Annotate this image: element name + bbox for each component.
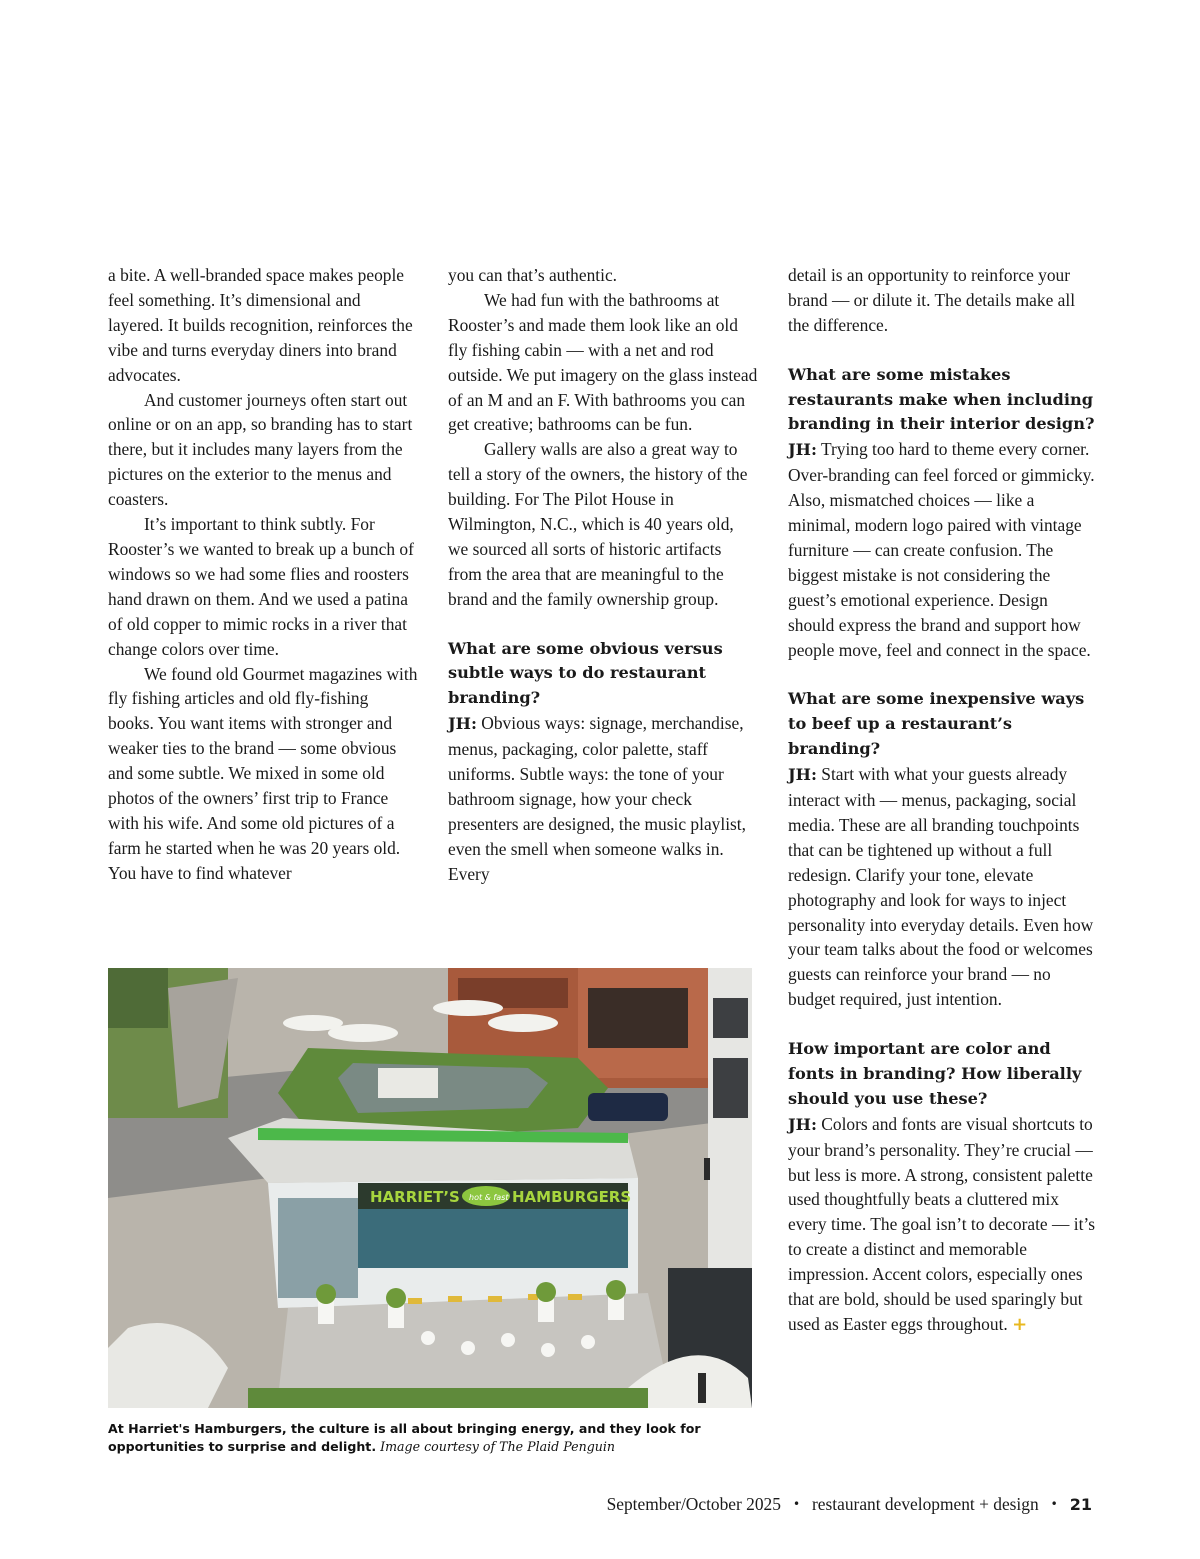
interview-question: What are some inexpensive ways to beef up a restaurant’s branding? — [788, 689, 1085, 759]
footer-bullet: • — [792, 1497, 801, 1511]
speaker-label: JH: — [788, 1114, 817, 1134]
sign-text-left: HARRIET’S — [370, 1188, 460, 1206]
interview-question: How important are color and fonts in branding? How liberally should you use these? — [788, 1039, 1082, 1108]
interview-answer — [788, 762, 1098, 1012]
photo-caption — [108, 1420, 752, 1456]
sign-text-right: HAMBURGERS — [512, 1188, 632, 1206]
answer-text: Start with what your guests already interact with — menus, packaging, social media. These are all branding touchpoints that can be tightened up without a full redesign. Clarify your tone, elevate photography and look for ways to inject personality into everyday details. Even how your team talks about the food or welcomes guests can reinforce your brand — no budget required, just intention. — [788, 764, 1094, 1010]
restaurant-photo — [108, 968, 752, 1408]
interview-question: What are some obvious versus subtle ways to do restaurant branding? — [448, 638, 723, 708]
publication-name: restaurant development + design — [812, 1494, 1039, 1514]
interview-answer — [788, 1112, 1098, 1338]
article-column-1 — [108, 263, 418, 886]
interview-question: What are some mistakes restaurants make when including branding in their interior design? — [788, 364, 1095, 434]
article-column-3 — [788, 263, 1098, 1338]
answer-text: Colors and fonts are visual shortcuts to your brand’s personality. They’re crucial — but less is more. A strong, consistent palette used thoughtfully beats a cluttered mix every time. The goal isn’t to decorate — it’s to create a distinct and memorable impression. Accent colors, especially ones that are bold, should be used sparingly but used as Easter eggs throughout. — [788, 1113, 1095, 1335]
issue-date: September/October 2025 — [606, 1494, 781, 1514]
interview-answer — [788, 437, 1098, 662]
speaker-label: JH: — [788, 440, 817, 460]
speaker-label: JH: — [448, 714, 477, 734]
end-mark-icon: + — [1012, 1314, 1028, 1336]
body-paragraph: And customer journeys often start out online or on an app, so branding has to start there, but it includes many layers from the pictures on the exterior to the menus and coasters. — [108, 389, 413, 510]
body-paragraph: We found old Gourmet magazines with fly fishing articles and old fly-fishing books. You want items with stronger and weaker ties to the brand — some obvious and some subtle. We mixed in some old photos of the owners’ first trip to France with his wife. And some old pictures of a farm he started when he was 20 years old. You have to find whatever — [108, 663, 418, 883]
sign-badge-text: hot & fast — [469, 1193, 509, 1202]
answer-text: Obvious ways: signage, merchandise, menus, packaging, color palette, staff uniforms. Subtle ways: the tone of your bathroom signage, how your check presenters are designed, the music playlist, even the smell when someone walks in. Every — [448, 713, 746, 884]
body-paragraph: detail is an opportunity to reinforce your brand — or dilute it. The details make all the difference. — [788, 265, 1076, 335]
body-paragraph: It’s important to think subtly. For Rooster’s we wanted to break up a bunch of windows so we had some flies and roosters hand drawn on them. And we used a patina of old copper to mimic rocks in a river that change colors over time. — [108, 514, 414, 659]
page-number: 21 — [1069, 1495, 1092, 1514]
caption-text: At Harriet's Hamburgers, the culture is all about bringing energy, and they look for opportunities to surprise and delight. — [108, 1421, 701, 1454]
article-column-2 — [448, 263, 758, 887]
speaker-label: JH: — [788, 765, 817, 785]
interview-answer — [448, 711, 758, 886]
page-footer — [607, 1494, 1092, 1515]
body-paragraph: We had fun with the bathrooms at Rooster’s and made them look like an old fly fishing cabin — with a net and rod outside. We put imagery on the glass instead of an M and an F. With bathrooms you can get creative; bathrooms can be fun. — [448, 289, 758, 435]
caption-credit: Image courtesy of The Plaid Penguin — [380, 1439, 616, 1454]
footer-bullet: • — [1050, 1497, 1058, 1511]
answer-text: Trying too hard to theme every corner. Over-branding can feel forced or gimmicky. Also, mismatched choices — like a minimal, modern logo paired with vintage furniture — can create confusion. The biggest mistake is not considering the guest’s emotional experience. Design should express the brand and support how people move, feel and connect in the space. — [788, 439, 1095, 660]
body-paragraph: a bite. A well-branded space makes people feel something. It’s dimensional and layered. It builds recognition, reinforces the vibe and turns everyday diners into brand advocates. — [108, 265, 413, 385]
body-paragraph: you can that’s authentic. — [448, 265, 618, 285]
restaurant-photo-illustration — [108, 968, 752, 1408]
body-paragraph: Gallery walls are also a great way to tell a story of the owners, the history of the building. For The Pilot House in Wilmington, N.C., which is 40 years old, we sourced all sorts of historic artifacts from the area that are meaningful to the brand and the family ownership group. — [448, 439, 748, 609]
